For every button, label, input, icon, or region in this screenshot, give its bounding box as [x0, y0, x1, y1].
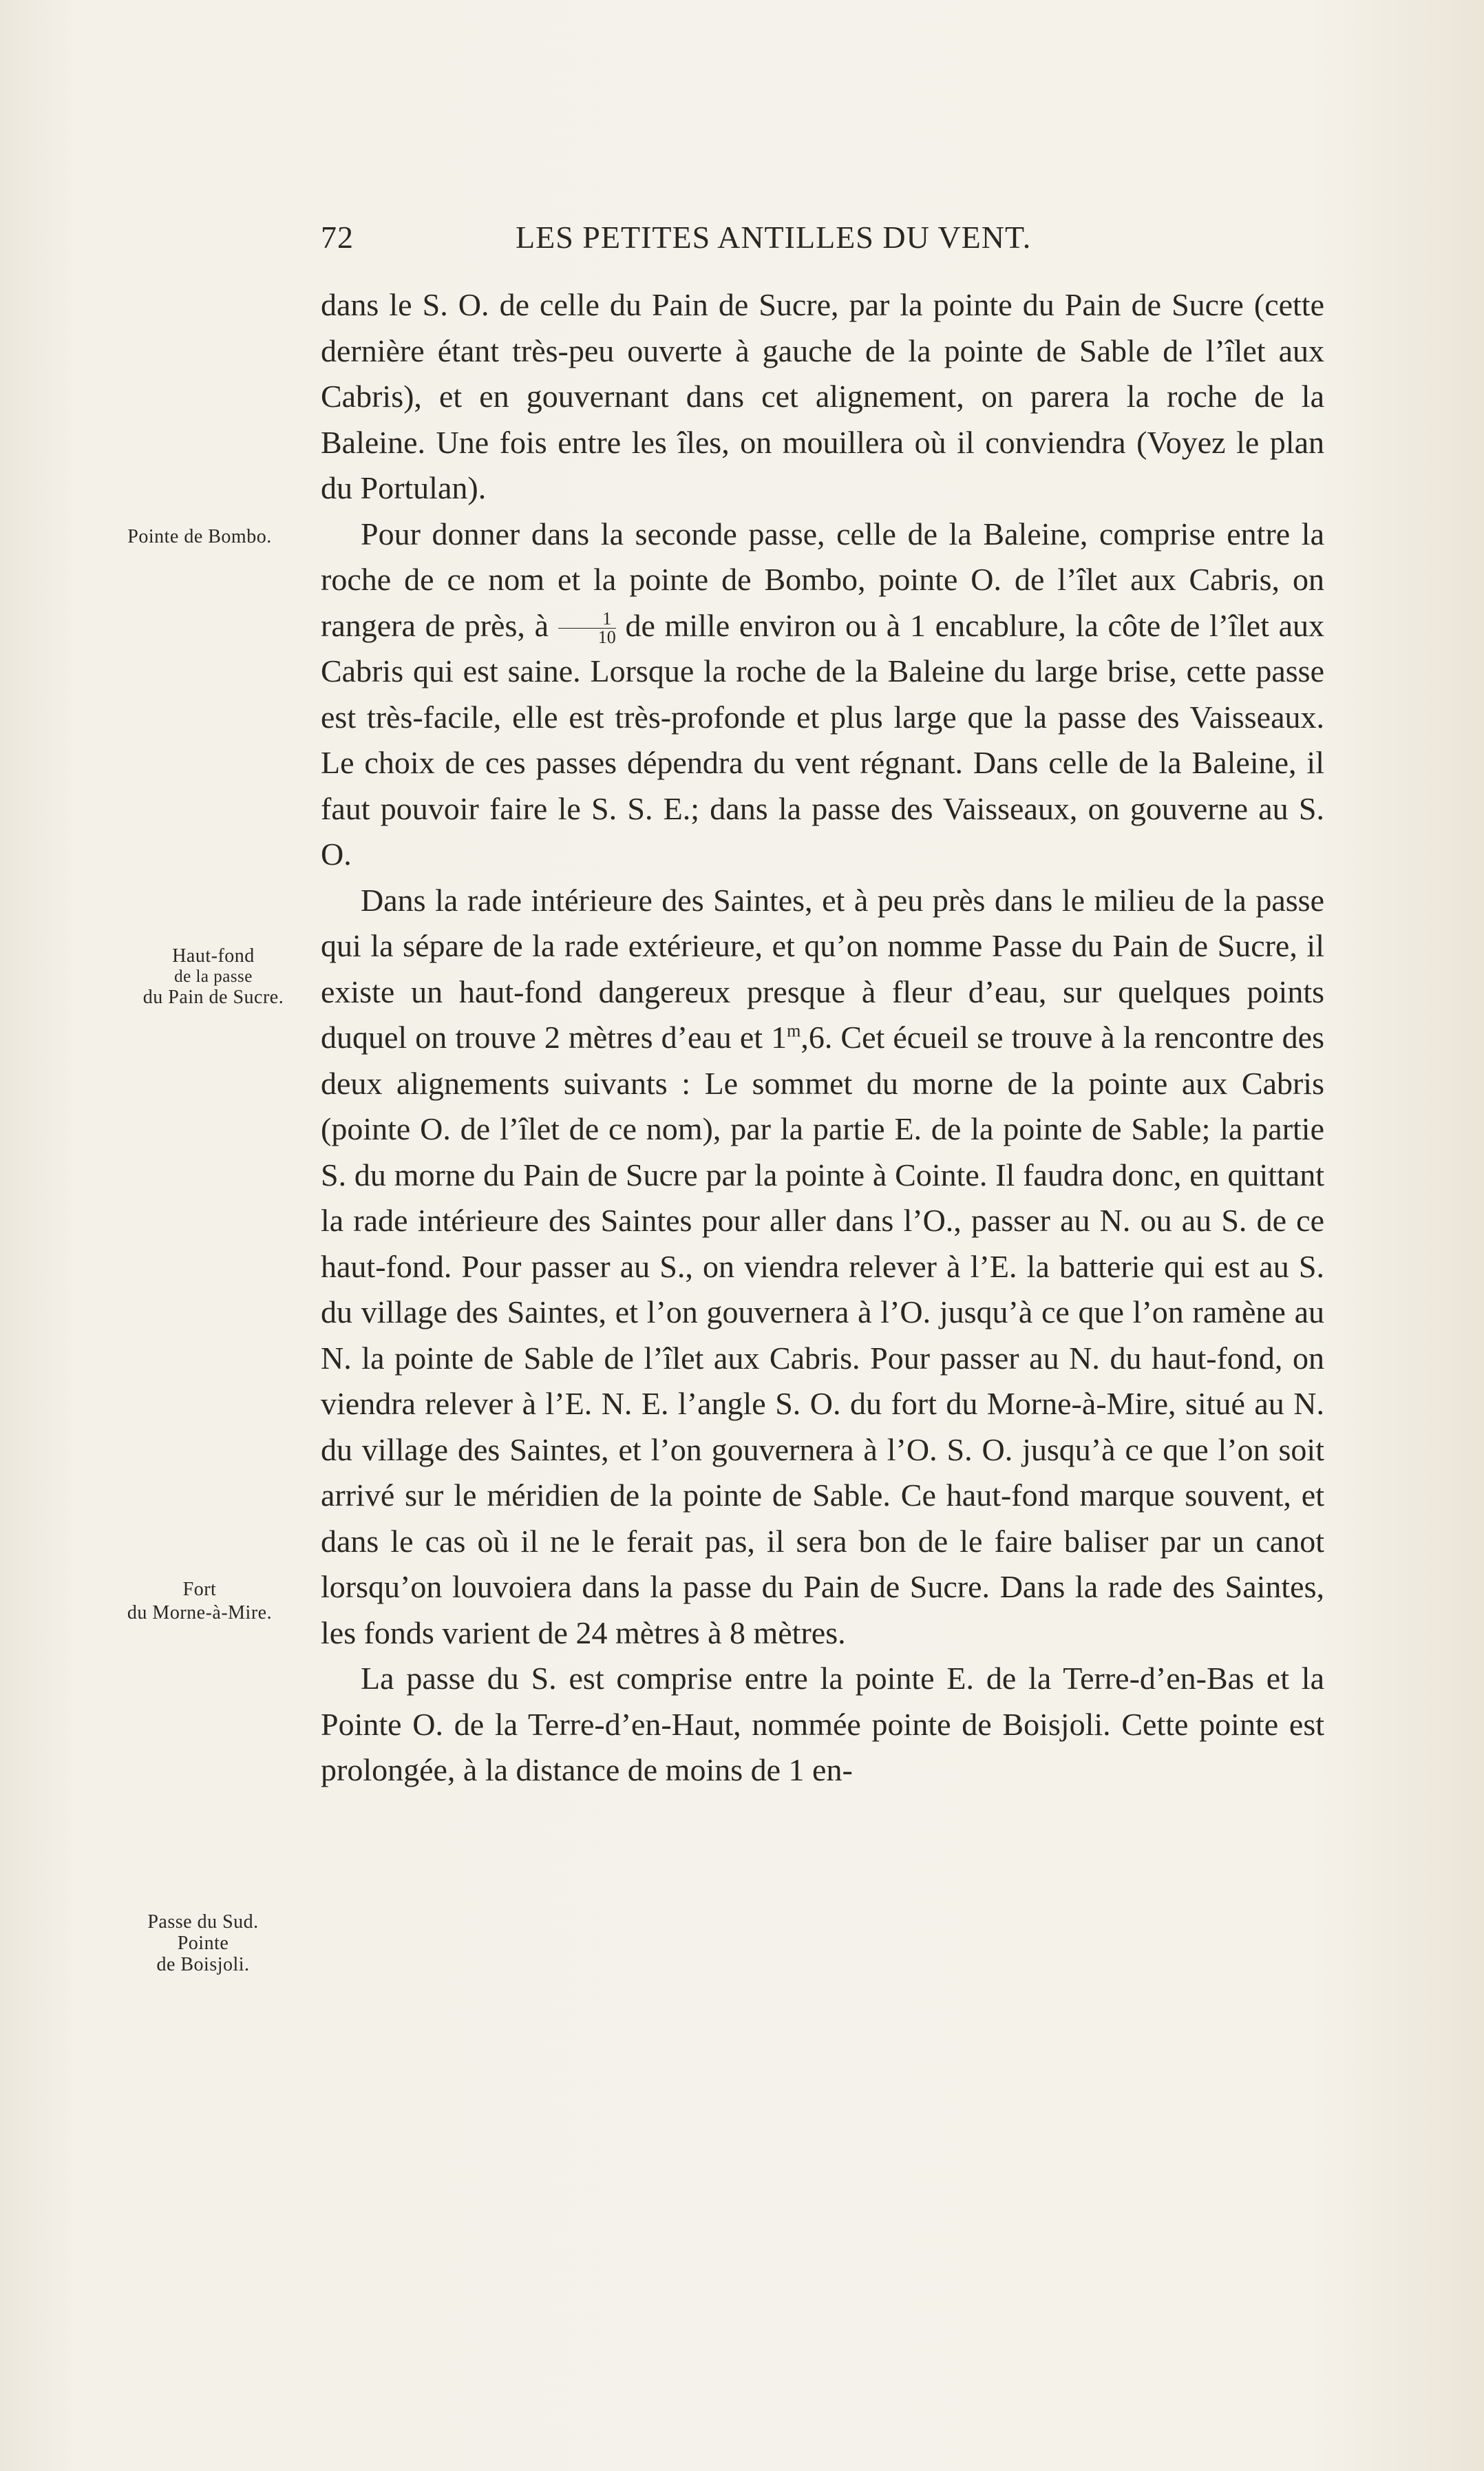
paragraph-1: dans le S. O. de celle du Pain de Sucre, par la pointe du Pain de Sucre (cette dernière étant très-peu ouverte à gauche de la pointe de Sable de l’îlet aux Cabris), et en gouvernant dans cet alignement, on parera la roche de la Baleine. Une fois entre les îles, on mouillera où il conviendra (Voyez le plan du Portulan).	[321, 287, 1324, 505]
margin-note-line: du Morne-à-Mire.	[127, 1602, 273, 1623]
running-title: LES PETITES ANTILLES DU VENT.	[516, 220, 1032, 255]
margin-note-line: du Pain de Sucre.	[142, 987, 284, 1008]
page-number: 72	[321, 220, 354, 255]
paragraph-3	[321, 878, 1324, 1657]
superscript: m	[787, 1020, 801, 1041]
body-text	[321, 282, 1324, 1794]
fraction-denominator: 10	[597, 627, 616, 648]
text-run: ,6. Cet écueil se trouve à la rencontre des deux alignements suivants : Le sommet du morne de la pointe aux Cabris (pointe O. de l’îlet de ce nom), par la partie E. de la pointe de Sable; la partie S. du morne du Pain de Sucre par la pointe à Cointe. Il faudra donc, en quittant la rade intérieure des Saintes pour aller dans l’O., passer au N. ou au S. de ce haut-fond. Pour passer au S., on viendra relever à l’E. la batterie qui est au S. du village des Saintes, et l’on gouvernera à l’O. jusqu’à ce que l’on ramène au N. la pointe de Sable de l’îlet aux Cabris. Pour passer au N. du haut-fond, on viendra relever à l’E. N. E. l’angle S. O. du fort du Morne-à-Mire, situé au N. du village des Saintes, et l’on gouvernera à l’O. S. O. jusqu’à ce que l’on soit arrivé sur le méridien de la pointe de Sable. Ce haut-fond marque souvent, et dans le cas où il ne le ferait pas, il sera bon de le faire baliser par un canot lorsqu’on louvoiera dans la passe du Pain de Sucre. Dans la rade des Saintes, les fonds varient de 24 mètres à 8 mètres.	[321, 1020, 1324, 1650]
margin-note-fort-du-morne	[96, 1578, 303, 1625]
paragraph-2	[321, 512, 1324, 878]
fraction	[558, 610, 616, 646]
margin-note-line: Haut-fond	[172, 945, 255, 967]
text-run: Dans la rade intérieure des Saintes, et à peu près dans le milieu de la passe qui la sépare de la rade extérieure, et qu’on nomme Passe du Pain de Sucre, il existe un haut-fond dangereux presque à fleur d’eau, sur quelques points duquel on trouve 2 mètres d’eau et 1	[321, 882, 1324, 1055]
margin-note-line: Passe du Sud.	[147, 1911, 259, 1933]
margin-note-passe-du-sud	[117, 1911, 289, 1977]
margin-note-line: Fort	[182, 1579, 217, 1600]
text-run: de mille environ ou à 1 encablure, la côte de l’îlet aux Cabris qui est saine. Lorsque la roche de la Baleine du large brise, cette passe est très-facile, elle est très-profonde et plus large que la passe des Vaisseaux. Le choix de ces passes dépendra du vent régnant. Dans celle de la Baleine, il faut pouvoir faire le S. S. E.; dans la passe des Vaisseaux, on gouverne au S. O.	[321, 607, 1325, 872]
fraction-numerator: 1	[558, 610, 616, 629]
margin-note-line: de Boisjoli.	[156, 1954, 250, 1975]
margin-note-line: de la passe	[174, 967, 253, 986]
margin-note-line: Pointe	[177, 1933, 229, 1954]
text-run: Pour donner dans la seconde passe, celle de la Baleine, comprise entre la roche de ce nom et la pointe de Bombo, pointe O. de l’îlet aux Cabris, on rangera de près, à	[321, 516, 1324, 643]
margin-note-line: Pointe de Bombo.	[127, 526, 272, 547]
page-header	[321, 219, 1324, 267]
margin-note-pointe-de-bombo	[96, 525, 303, 549]
margin-note-haut-fond	[131, 945, 296, 1009]
paragraph-4: La passe du S. est comprise entre la pointe E. de la Terre-d’en-Bas et la Pointe O. de la Terre-d’en-Haut, nommée pointe de Boisjoli. Cette pointe est prolongée, à la distance de moins de 1 en-	[321, 1661, 1324, 1787]
